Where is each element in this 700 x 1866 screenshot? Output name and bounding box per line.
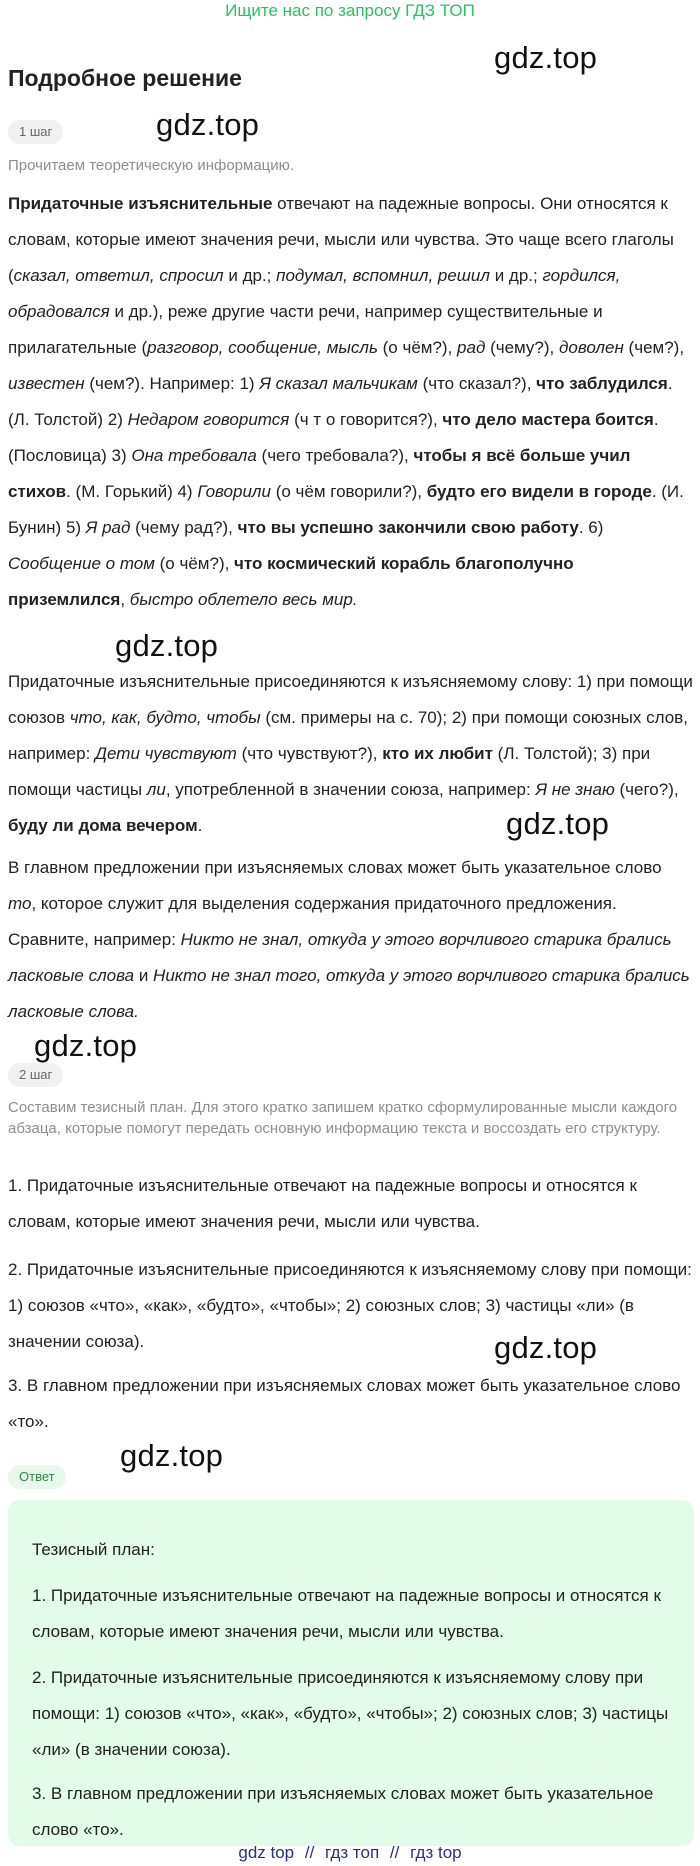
plan-item-2: 2. Придаточные изъяснительные присоединяются к изъясняемому слову при помощи: 1) союзов «что», «как», «будто», «чтобы»; 2) союзных слов; 3) частицы «ли» (в значении союза). xyxy=(8,1260,692,1351)
italic-fragment: Она требовала xyxy=(131,446,257,465)
text-fragment: (чем?), xyxy=(623,338,685,357)
italic-fragment: что, как, будто, чтобы xyxy=(69,708,261,727)
bold-fragment: будто его видели в городе xyxy=(426,482,652,501)
text-fragment: (о чём говорили?), xyxy=(270,482,427,501)
bold-fragment: что космический корабль благополучно приземлился xyxy=(8,554,574,609)
answer-item-1: 1. Придаточные изъяснительные отвечают на падежные вопросы и относятся к словам, которые имеют значения речи, мысли или чувства. xyxy=(32,1586,661,1641)
text-fragment: . 6) xyxy=(578,518,604,537)
plan-item-3: 3. В главном предложении при изъясняемых словах может быть указательное слово «то». xyxy=(8,1376,681,1431)
answer-item-3: 3. В главном предложении при изъясняемых словах может быть указательное слово «то». xyxy=(32,1784,654,1839)
step-2-intro: Составим тезисный план. Для этого кратко запишем кратко сформулированные мысли каждого абзаца, которые помогут передать основную информацию текста и воссоздать его структуру. xyxy=(8,1099,678,1137)
step-1-badge: 1 шаг xyxy=(8,120,63,144)
bold-fragment: что вы успешно закончили свою работу xyxy=(237,518,579,537)
answer-header: Тезисный план: xyxy=(32,1540,155,1559)
bold-fragment: что дело мастера боится xyxy=(442,410,654,429)
text-fragment: . (И. Бунин) 5) xyxy=(8,482,684,537)
text-fragment: . (М. Горький) 4) xyxy=(66,482,198,501)
text-fragment: . (Л. Толстой) 2) xyxy=(8,374,673,429)
theory-paragraph-1 xyxy=(8,186,694,618)
text-fragment: (ч т о говорится?), xyxy=(289,410,443,429)
watermark: gdz.top xyxy=(34,1028,138,1063)
text-fragment: (чему?), xyxy=(485,338,559,357)
bold-fragment: что заблудился xyxy=(536,374,668,393)
answer-item-2: 2. Придаточные изъяснительные присоединяются к изъясняемому слову при помощи: 1) союзов «что», «как», «будто», «чтобы»; 2) союзных слов; 3) частицы «ли» (в значении союза). xyxy=(32,1668,669,1759)
italic-fragment: разговор, сообщение, мысль xyxy=(147,338,378,357)
footer-link[interactable]: gdz top xyxy=(238,1843,295,1862)
italic-fragment: то xyxy=(8,894,32,913)
footer-link[interactable]: гдз top xyxy=(410,1843,462,1862)
text-fragment: . xyxy=(197,816,203,835)
theory-paragraph-3 xyxy=(8,850,694,1030)
watermark: gdz.top xyxy=(156,107,260,142)
italic-fragment: Никто не знал того, откуда у этого ворчливого старика брались ласковые слова. xyxy=(8,966,690,1021)
watermark: gdz.top xyxy=(506,806,610,841)
italic-fragment: рад xyxy=(457,338,486,357)
italic-fragment: Я рад xyxy=(85,518,131,537)
text-fragment: . (Пословица) 3) xyxy=(8,410,659,465)
italic-fragment: ли xyxy=(146,780,166,799)
footer-links xyxy=(0,1843,700,1863)
text-fragment: (что сказал?), xyxy=(417,374,537,393)
bold-fragment: кто их любит xyxy=(382,744,493,763)
italic-fragment: доволен xyxy=(558,338,624,357)
answer-box xyxy=(8,1500,694,1846)
text-fragment: и др.; xyxy=(223,266,277,285)
italic-fragment: Сообщение о том xyxy=(8,554,155,573)
bold-fragment: буду ли дома вечером xyxy=(8,816,198,835)
italic-fragment: подумал, вспомнил, решил xyxy=(276,266,490,285)
italic-fragment: быстро облетело весь мир. xyxy=(129,590,358,609)
text-fragment: Придаточные изъяснительные присоединяются к изъясняемому слову: 1) при помощи союзов xyxy=(8,672,693,727)
text-fragment: и др.), реже другие части речи, например существительные и прилагательные ( xyxy=(8,302,603,357)
text-fragment: (см. примеры на с. 70); 2) при помощи союзных слов, например: xyxy=(8,708,688,763)
text-fragment: , употребленной в значении союза, например: xyxy=(165,780,536,799)
text-fragment: , xyxy=(120,590,130,609)
text-fragment: (Л. Толстой); 3) при помощи частицы xyxy=(8,744,651,799)
text-fragment: , которое служит для выделения содержания придаточного предложения. Сравните, например: xyxy=(8,894,617,949)
watermark: gdz.top xyxy=(120,1438,224,1473)
italic-fragment: Недаром говорится xyxy=(127,410,290,429)
text-fragment: В главном предложении при изъясняемых словах может быть указательное слово xyxy=(8,858,662,877)
search-banner: Ищите нас по запросу ГДЗ ТОП xyxy=(225,1,475,20)
watermark: gdz.top xyxy=(494,1330,598,1365)
bold-fragment: чтобы я всё больше учил стихов xyxy=(8,446,631,501)
footer-link[interactable]: гдз топ xyxy=(325,1843,380,1862)
bold-fragment: Придаточные изъяснительные xyxy=(8,194,273,213)
italic-fragment: гордился, обрадовался xyxy=(8,266,621,321)
text-fragment: отвечают на падежные вопросы. Они относятся к словам, которые имеют значения речи, мысли или чувства. Это чаще всего глаголы ( xyxy=(8,194,674,285)
theory-paragraph-2 xyxy=(8,664,694,844)
answer-badge: Ответ xyxy=(8,1465,66,1489)
plan-item-1: 1. Придаточные изъяснительные отвечают на падежные вопросы и относятся к словам, которые имеют значения речи, мысли или чувства. xyxy=(8,1176,637,1231)
page-title: Подробное решение xyxy=(8,65,242,91)
text-fragment: и др.; xyxy=(489,266,543,285)
text-fragment: (о чём?), xyxy=(154,554,235,573)
italic-fragment: сказал, ответил, спросил xyxy=(13,266,224,285)
text-fragment: (о чём?), xyxy=(377,338,458,357)
step-2-badge: 2 шаг xyxy=(8,1063,63,1087)
italic-fragment: известен xyxy=(8,374,85,393)
step-1-intro: Прочитаем теоретическую информацию. xyxy=(8,157,295,174)
italic-fragment: Дети чувствуют xyxy=(95,744,237,763)
italic-fragment: Никто не знал, откуда у этого ворчливого старика брались ласковые слова xyxy=(8,930,672,985)
text-fragment: и xyxy=(134,966,154,985)
text-fragment: (чем?). Например: 1) xyxy=(84,374,260,393)
footer-separator: // xyxy=(304,1843,315,1862)
watermark: gdz.top xyxy=(494,40,598,75)
footer-separator: // xyxy=(389,1843,400,1862)
text-fragment: (чего требовала?), xyxy=(256,446,414,465)
text-fragment: (что чувствуют?), xyxy=(236,744,383,763)
watermark: gdz.top xyxy=(115,628,219,663)
italic-fragment: Говорили xyxy=(197,482,271,501)
text-fragment: (чему рад?), xyxy=(130,518,238,537)
italic-fragment: Я не знаю xyxy=(535,780,615,799)
italic-fragment: Я сказал мальчикам xyxy=(259,374,418,393)
text-fragment: (чего?), xyxy=(614,780,679,799)
